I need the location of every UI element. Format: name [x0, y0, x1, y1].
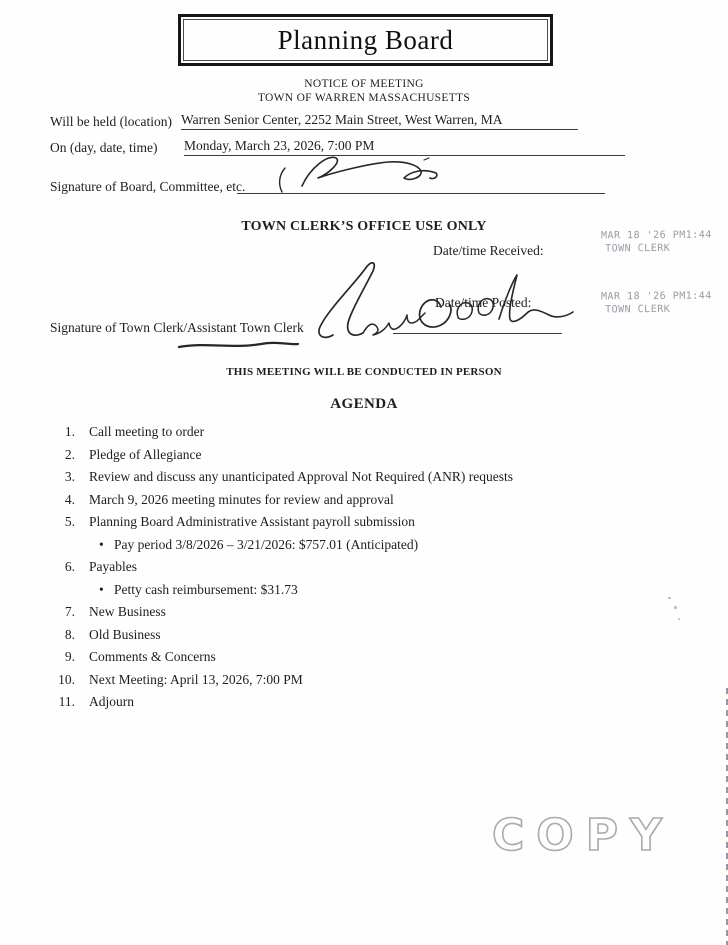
posted-stamp	[601, 290, 712, 317]
agenda-item-text: Adjourn	[89, 694, 134, 709]
agenda-item-number: 7.	[64, 604, 75, 619]
board-signature-ink	[258, 148, 443, 196]
posted-stamp-line2: TOWN CLERK	[605, 303, 671, 316]
agenda-item-number: 2.	[64, 446, 75, 462]
scan-speck	[674, 606, 677, 609]
bullet-icon: •	[99, 536, 104, 552]
clerk-signature-label: Signature of Town Clerk/Assistant Town Clerk	[50, 320, 304, 335]
bullet-icon: •	[99, 581, 104, 597]
posted-label: Date/time Posted:	[435, 295, 532, 310]
agenda-list	[46, 424, 666, 717]
agenda-item	[46, 492, 666, 515]
agenda-item	[46, 672, 666, 695]
location-value: Warren Senior Center, 2252 Main Street, West Warren, MA	[181, 112, 578, 130]
copy-watermark: COPY	[492, 810, 674, 861]
received-label: Date/time Received:	[433, 243, 544, 258]
meeting-mode-line: THIS MEETING WILL BE CONDUCTED IN PERSON	[226, 366, 502, 378]
agenda-item-number: 10.	[58, 671, 75, 687]
scan-speck	[668, 597, 671, 599]
board-signature-label: Signature of Board, Committee, etc.	[50, 179, 246, 194]
agenda-item	[46, 447, 666, 470]
agenda-item-text: New Business	[89, 604, 166, 619]
agenda-item-number: 6.	[64, 559, 75, 574]
title-box	[178, 14, 553, 66]
agenda-item	[46, 514, 666, 537]
agenda-item-text: Old Business	[89, 626, 161, 642]
received-stamp-line1: MAR 18 '26 PM1:44	[600, 229, 712, 242]
agenda-item-text: Pledge of Allegiance	[89, 446, 202, 462]
agenda-item-text: Comments & Concerns	[89, 649, 216, 664]
agenda-item-text: Petty cash reimbursement: $31.73	[114, 581, 298, 597]
agenda-item	[46, 424, 666, 447]
agenda-sub-item	[99, 582, 666, 605]
agenda-item-number: 4.	[64, 491, 75, 507]
page-title: Planning Board	[277, 24, 454, 55]
agenda-item-number: 1.	[64, 424, 75, 439]
agenda-item-number: 11.	[58, 694, 75, 709]
clerk-signature-ink	[303, 255, 575, 345]
agenda-item-number: 5.	[64, 514, 75, 529]
clerk-office-heading: TOWN CLERK’S OFFICE USE ONLY	[241, 219, 487, 234]
datetime-value: Monday, March 23, 2026, 7:00 PM	[184, 138, 625, 156]
received-stamp	[601, 229, 712, 256]
agenda-item-text: Pay period 3/8/2026 – 3/21/2026: $757.01 (Anticipated)	[114, 536, 419, 552]
agenda-item-number: 9.	[64, 649, 75, 664]
agenda-item-text: Call meeting to order	[89, 424, 205, 439]
pen-underline-ink	[176, 339, 302, 351]
received-stamp-line2: TOWN CLERK	[605, 242, 671, 255]
agenda-item-text: Next Meeting: April 13, 2026, 7:00 PM	[89, 671, 303, 687]
agenda-item	[46, 559, 666, 582]
agenda-item-text: Planning Board Administrative Assistant payroll submission	[89, 514, 415, 529]
scan-speck	[678, 618, 680, 620]
datetime-label: On (day, date, time)	[50, 140, 158, 155]
agenda-sub-item	[99, 537, 666, 560]
notice-of-meeting-line: NOTICE OF MEETING	[304, 78, 424, 90]
agenda-item-number: 8.	[64, 626, 75, 642]
agenda-item-text: Review and discuss any unanticipated Approval Not Required (ANR) requests	[89, 469, 514, 484]
agenda-heading: AGENDA	[330, 396, 398, 412]
posted-stamp-line1: MAR 18 '26 PM1:44	[600, 290, 712, 303]
agenda-item	[46, 649, 666, 672]
town-line: TOWN OF WARREN MASSACHUSETTS	[257, 92, 471, 104]
agenda-item-number: 3.	[64, 469, 75, 484]
location-label: Will be held (location)	[50, 114, 173, 129]
agenda-item	[46, 604, 666, 627]
agenda-item-text: Payables	[89, 559, 137, 574]
agenda-item	[46, 469, 666, 492]
agenda-item-text: March 9, 2026 meeting minutes for review and approval	[89, 491, 394, 507]
agenda-item	[46, 627, 666, 650]
agenda-item	[46, 694, 666, 717]
